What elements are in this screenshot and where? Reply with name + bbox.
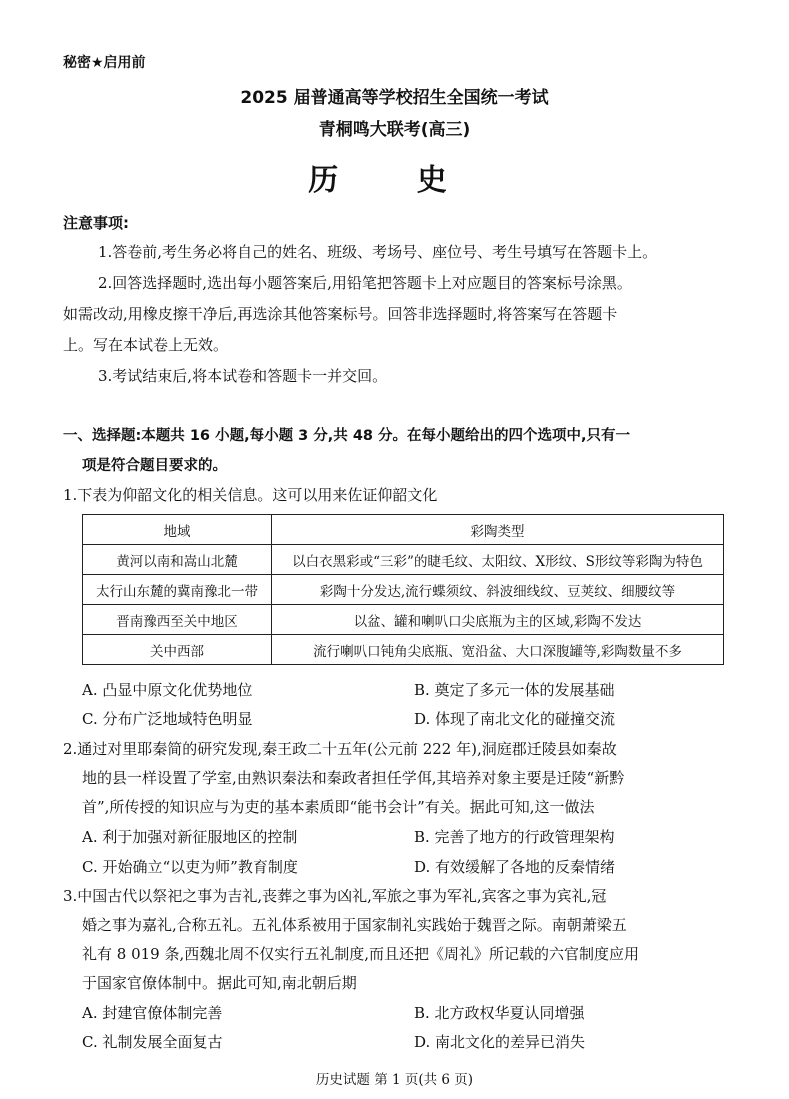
notice-item-2-cont: 如需改动,用橡皮擦干净后,再选涂其他答案标号。回答非选择题时,将答案写在答题卡: [63, 305, 618, 323]
table-cell-region: 黄河以南和嵩山北麓: [83, 545, 272, 575]
question-3-option-d[interactable]: D. 南北文化的差异已消失: [414, 1033, 586, 1051]
question-3-line-4: 于国家官僚体制中。据此可知,南北朝后期: [82, 974, 357, 992]
exam-subtitle: 青桐鸣大联考(高三): [318, 120, 471, 140]
table-row: [83, 545, 724, 575]
question-1-option-c[interactable]: C. 分布广泛地域特色明显: [82, 710, 253, 728]
notice-item-1: 1.答卷前,考生务必将自己的姓名、班级、考场号、座位号、考生号填写在答题卡上。: [98, 243, 658, 261]
table-cell-pottery: 彩陶十分发达,流行蝶须纹、斜波细线纹、豆荚纹、细腰纹等: [272, 575, 724, 605]
exam-title: 2025 届普通高等学校招生全国统一考试: [240, 88, 549, 108]
page-footer: 历史试题 第 1 页(共 6 页): [315, 1072, 474, 1088]
question-3-line-3: 礼有 8 019 条,西魏北周不仅实行五礼制度,而且还把《周礼》所记载的六官制度应用: [82, 945, 640, 963]
question-2-line-1: 2.通过对里耶秦简的研究发现,秦王政二十五年(公元前 222 年),洞庭郡迁陵县如秦故: [63, 740, 617, 758]
table-header-row: [83, 515, 724, 545]
notice-item-2: 2.回答选择题时,选出每小题答案后,用铅笔把答题卡上对应题目的答案标号涂黑。: [98, 274, 632, 292]
table-row: [83, 575, 724, 605]
section-heading-line2: 项是符合题目要求的。: [82, 458, 227, 474]
notice-item-2-end: 上。写在本试卷上无效。: [63, 336, 229, 354]
question-2-option-a[interactable]: A. 利于加强对新征服地区的控制: [82, 828, 298, 846]
question-3-line-1: 3.中国古代以祭祀之事为吉礼,丧葬之事为凶礼,军旅之事为军礼,宾客之事为宾礼,冠: [63, 887, 607, 905]
question-3-option-b[interactable]: B. 北方政权华夏认同增强: [414, 1004, 585, 1022]
question-1-option-d[interactable]: D. 体现了南北文化的碰撞交流: [414, 710, 616, 728]
question-2-option-c[interactable]: C. 开始确立“以吏为师”教育制度: [82, 858, 298, 876]
table-cell-region: 晋南豫西至关中地区: [83, 605, 272, 635]
table-cell-region: 太行山东麓的冀南豫北一带: [83, 575, 272, 605]
question-2-option-b[interactable]: B. 完善了地方的行政管理架构: [414, 828, 615, 846]
question-1-option-a[interactable]: A. 凸显中原文化优势地位: [82, 681, 253, 699]
table-cell-pottery: 流行喇叭口钝角尖底瓶、宽沿盆、大口深腹罐等,彩陶数量不多: [272, 635, 724, 665]
table-row: [83, 635, 724, 665]
question-3-option-c[interactable]: C. 礼制发展全面复古: [82, 1033, 223, 1051]
table-cell-region: 关中西部: [83, 635, 272, 665]
table-row: [83, 605, 724, 635]
question-1-stem: 1.下表为仰韶文化的相关信息。这可以用来佐证仰韶文化: [63, 486, 438, 504]
table-cell-pottery: 以盆、罐和喇叭口尖底瓶为主的区域,彩陶不发达: [272, 605, 724, 635]
question-2-line-3: 首”,所传授的知识应与为吏的基本素质即“能书会计”有关。据此可知,这一做法: [82, 798, 595, 816]
table-cell-pottery: 以白衣黑彩或“三彩”的睫毛纹、太阳纹、X形纹、S形纹等彩陶为特色: [272, 545, 724, 575]
question-3-option-a[interactable]: A. 封建官僚体制完善: [82, 1004, 223, 1022]
table-header-cell: 地域: [83, 515, 272, 545]
question-1-table: [82, 514, 724, 665]
confidential-mark: 秘密★启用前: [63, 55, 146, 71]
question-3-line-2: 婚之事为嘉礼,合称五礼。五礼体系被用于国家制礼实践始于魏晋之际。南朝萧梁五: [82, 916, 627, 934]
section-heading-line1: 一、选择题:本题共 16 小题,每小题 3 分,共 48 分。在每小题给出的四个选项中,只有一: [63, 428, 631, 444]
question-2-option-d[interactable]: D. 有效缓解了各地的反秦情绪: [414, 858, 616, 876]
subject-title: 历 史: [308, 163, 481, 198]
table-header-cell: 彩陶类型: [272, 515, 724, 545]
notice-item-3: 3.考试结束后,将本试卷和答题卡一并交回。: [98, 367, 388, 385]
question-2-line-2: 地的县一样设置了学室,由熟识秦法和秦政者担任学佴,其培养对象主要是迁陵“新黔: [82, 769, 625, 787]
question-1-option-b[interactable]: B. 奠定了多元一体的发展基础: [414, 681, 615, 699]
notice-heading: 注意事项:: [63, 214, 129, 232]
